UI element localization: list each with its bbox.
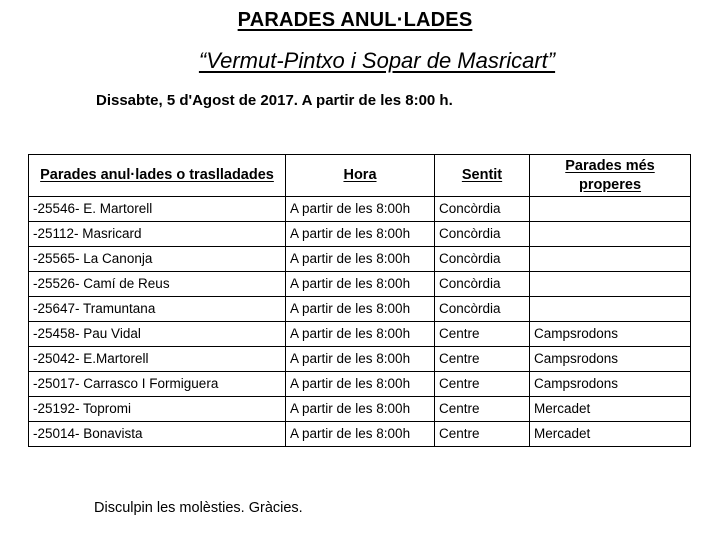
- table-row: [29, 197, 691, 222]
- cell-direction: Concòrdia: [435, 247, 530, 272]
- cell-stop: -25565- La Canonja: [29, 247, 286, 272]
- cell-time: A partir de les 8:00h: [286, 372, 435, 397]
- cell-direction: Centre: [435, 347, 530, 372]
- cell-nearest: Campsrodons: [530, 322, 691, 347]
- cell-time: A partir de les 8:00h: [286, 197, 435, 222]
- cell-stop: -25526- Camí de Reus: [29, 272, 286, 297]
- cell-stop: -25546- E. Martorell: [29, 197, 286, 222]
- cell-time: A partir de les 8:00h: [286, 322, 435, 347]
- cancelled-stops-table: [28, 154, 691, 447]
- apology-note: Disculpin les molèsties. Gràcies.: [94, 500, 303, 516]
- cell-time: A partir de les 8:00h: [286, 397, 435, 422]
- cell-nearest: [530, 222, 691, 247]
- cell-direction: Centre: [435, 422, 530, 447]
- table-header-row: [29, 155, 691, 197]
- table-row: [29, 322, 691, 347]
- header-nearest-stops: Parades més properes: [530, 155, 691, 197]
- cell-nearest: Campsrodons: [530, 372, 691, 397]
- cell-stop: -25192- Topromi: [29, 397, 286, 422]
- cell-stop: -25014- Bonavista: [29, 422, 286, 447]
- cell-direction: Centre: [435, 322, 530, 347]
- cell-time: A partir de les 8:00h: [286, 347, 435, 372]
- cell-time: A partir de les 8:00h: [286, 422, 435, 447]
- cell-nearest: Mercadet: [530, 422, 691, 447]
- cell-stop: -25458- Pau Vidal: [29, 322, 286, 347]
- table-row: [29, 397, 691, 422]
- cell-time: A partir de les 8:00h: [286, 297, 435, 322]
- cell-stop: -25647- Tramuntana: [29, 297, 286, 322]
- table-row: [29, 222, 691, 247]
- cell-stop: -25042- E.Martorell: [29, 347, 286, 372]
- cell-nearest: Campsrodons: [530, 347, 691, 372]
- table-row: [29, 422, 691, 447]
- header-time: Hora: [286, 155, 435, 197]
- cell-direction: Concòrdia: [435, 222, 530, 247]
- table-row: [29, 347, 691, 372]
- cell-direction: Centre: [435, 397, 530, 422]
- table-row: [29, 247, 691, 272]
- table-row: [29, 272, 691, 297]
- cell-direction: Concòrdia: [435, 197, 530, 222]
- cell-nearest: [530, 272, 691, 297]
- event-subtitle: “Vermut-Pintxo i Sopar de Masricart”: [198, 48, 556, 73]
- cell-nearest: [530, 247, 691, 272]
- header-stop: Parades anul·lades o traslladades: [29, 155, 286, 197]
- table-row: [29, 372, 691, 397]
- cell-nearest: [530, 197, 691, 222]
- date-line: Dissabte, 5 d'Agost de 2017. A partir de les 8:00 h.: [96, 92, 453, 109]
- cell-time: A partir de les 8:00h: [286, 247, 435, 272]
- cell-stop: -25112- Masricard: [29, 222, 286, 247]
- page-title: PARADES ANUL·LADES: [237, 9, 473, 31]
- cell-time: A partir de les 8:00h: [286, 272, 435, 297]
- cell-time: A partir de les 8:00h: [286, 222, 435, 247]
- header-direction: Sentit: [435, 155, 530, 197]
- cell-stop: -25017- Carrasco I Formiguera: [29, 372, 286, 397]
- cell-nearest: Mercadet: [530, 397, 691, 422]
- cell-nearest: [530, 297, 691, 322]
- cell-direction: Concòrdia: [435, 297, 530, 322]
- cell-direction: Concòrdia: [435, 272, 530, 297]
- table-row: [29, 297, 691, 322]
- cell-direction: Centre: [435, 372, 530, 397]
